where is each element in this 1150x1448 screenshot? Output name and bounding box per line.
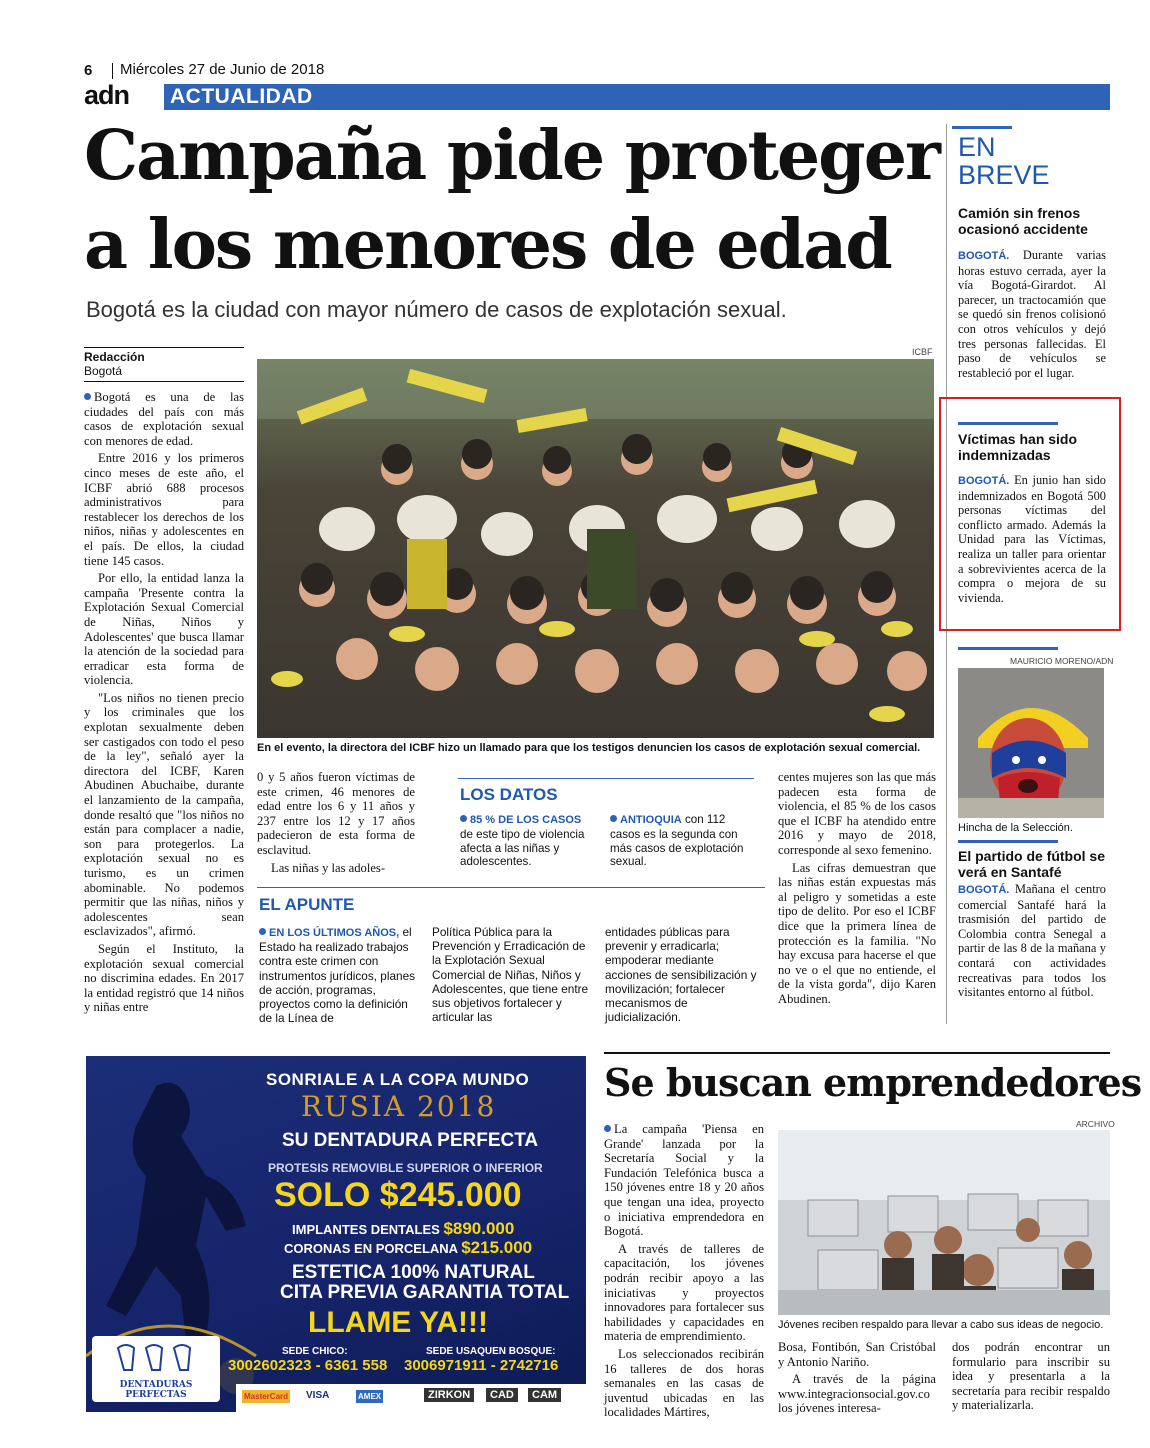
bullet-dot [460,815,467,822]
second-article-col1 [604,1122,764,1423]
en-breve-title-2: BREVE [958,160,1050,190]
los-datos-item2-text: con 112 casos es la segunda con más casos de explotación sexual. [610,813,744,869]
paragraph: Por ello, la entidad lanza la campaña 'Presente contra la Explotación Sexual Comercial de Niñas, Niños y Adolescentes' que busca llamar la atención de la sociedad para erradicar esta forma de violencia. [84,571,244,688]
main-subhead: Bogotá es la ciudad con mayor número de casos de explotación sexual. [86,297,787,322]
bullet-dot [84,393,91,400]
el-apunte-rule [257,887,765,888]
brief-photo-caption: Hincha de la Selección. [958,822,1073,834]
ad-footer-bar [236,1384,586,1412]
fan-photo-illustration [958,668,1104,818]
paragraph: Entre 2016 y los primeros cinco meses de este año, el ICBF abrió 688 procesos administrativos para restablecer los derechos de los niños, niñas y adolescentes en el país. De ellos, la ciudad tiene 145 casos. [84,451,244,568]
paragraph: 0 y 5 años fueron víctimas de este crimen, 46 menores de edad entre los 6 y 11 años y 237 entre los 12 y 17 años padecieron de esta forma de esclavitud. [257,770,415,857]
brief-photo-credit: MAURICIO MORENO/ADN [1010,656,1114,666]
second-article-rule [604,1052,1110,1054]
ad-brand-cam: CAM [528,1388,561,1402]
en-breve-title-1: EN [958,132,996,162]
photo-credit: ICBF [912,347,933,357]
ad-line8: ESTETICA 100% NATURAL [292,1262,535,1283]
brief1-text: Durante varias horas estuvo cerrada, ayer la vía Bogotá-Girardot. Al parecer, un tractocamión que se quedó sin frenos colisionó con otros vehículos y dejó tres personas fallecidas. El paso de vehículos se restableció por el lugar. [958,248,1106,380]
brief-photo [958,668,1104,818]
byline-rule-bottom [84,381,244,382]
brief1-title: Camión sin frenos ocasionó accidente [958,205,1088,237]
byline-rule [84,347,244,348]
ad-line6-price: $890.000 [443,1219,515,1238]
ad-sede2-label: SEDE USAQUEN BOSQUE: [426,1346,556,1357]
page-number: 6 [84,62,93,79]
ad-sede1-label: SEDE CHICO: [282,1346,348,1357]
card-mastercard: MasterCard [244,1392,289,1401]
el-apunte-col2: Política Pública para la Prevención y Erradicación de la Explotación Sexual Comercial de Niñas, Niños y Adolescentes, que tiene entre sus objetivos fortalecer y articular las [432,925,589,1025]
main-photo [257,359,934,738]
card-amex: AMEX [358,1392,382,1401]
brief3-title: El partido de fútbol se verá en Santafé [958,848,1106,880]
ad-line7-price: $215.000 [461,1238,533,1257]
los-datos-item1-kicker: 85 % DE LOS CASOS [470,814,582,826]
paragraph: Según el Instituto, la explotación sexual comercial no discrimina edades. En 2017 la entidad registró que 14 niños y niñas entre [84,941,244,1015]
paragraph: A través de talleres de capacitación, los jóvenes podrán recibir apoyo a las iniciativas y proyectos innovadores para fortalecer sus habilidades y capacidades en materia de emprendimiento. [604,1241,764,1344]
paragraph: Los seleccionados recibirán 16 talleres de dos horas semanales en las casas de juventud ubicadas en las localidades Mártires, [604,1346,764,1420]
bullet-dot [259,928,266,935]
ad-line10: LLAME YA!!! [308,1306,488,1339]
el-apunte-kicker: EN LOS ÚLTIMOS AÑOS, [269,927,400,939]
ad-line6 [292,1219,514,1239]
page-date: Miércoles 27 de Junio de 2018 [120,61,325,78]
crowd-photo-illustration [257,359,934,738]
el-apunte-col3: entidades públicas para prevenir y erradicarla; empoderar mediante acciones de sensibilización y movilización; fortalecer mecanismos de judicialización. [605,925,757,1025]
brief2-title: Víctimas han sido indemnizadas [958,431,1078,463]
main-article-col1 [84,390,244,1018]
main-article-col4 [778,770,936,1010]
paragraph: Bosa, Fontibón, San Cristóbal y Antonio Nariño. [778,1340,936,1369]
paragraph: Las cifras demuestran que las niñas están expuestas más al peligro y sometidas a este tipo de delito. Por eso el ICBF dice que la primera línea de protección es la familia. "No hay excusa para hacerse el que no ve o el que no entiende, el de la vista gorda", dijo Karen Abudinen. [778,860,936,1006]
byline: Redacción [84,350,145,364]
los-datos-rule [458,778,754,779]
bullet-dot [610,815,617,822]
los-datos-item1 [460,813,596,869]
brief3-body [958,882,1106,1000]
el-apunte-title: EL APUNTE [259,895,355,914]
el-apunte-col1 [259,925,417,1025]
los-datos-item2 [610,813,746,869]
paragraph: Bogotá es una de las ciudades del país con más casos de explotación sexual con menores de edad. [84,390,244,448]
tooth-logo-icon [112,1342,200,1376]
main-headline-line1: Campaña pide proteger [84,116,939,196]
ad-sede2-phones: 3006971911 - 2742716 [404,1357,559,1374]
ad-line1: SONRIALE A LA COPA MUNDO [266,1070,530,1089]
paragraph: A través de la página www.integracionsocial.gov.co los jóvenes interesa- [778,1372,936,1416]
paragraph: Las niñas y las adoles- [271,860,386,875]
paragraph: centes mujeres son las que más padecen esta forma de violencia, el 85 % de los casos que el ICBF ha atendido entre 2016 y mayo de 2018, corresponde al sexo femenino. [778,770,936,857]
los-datos-item1-text: de este tipo de violencia afecta a las niñas y adolescentes. [460,827,585,869]
ad-line6-label: IMPLANTES DENTALES [292,1222,444,1237]
section-bar [164,84,1110,110]
ad-line7 [284,1238,532,1258]
bullet-dot [604,1125,611,1132]
classroom-photo-illustration [778,1130,1110,1315]
card-visa: VISA [306,1390,330,1401]
adn-logo: adn [84,80,130,110]
ad-line2: RUSIA 2018 [301,1090,497,1123]
brief1-body [958,248,1106,380]
dental-ad [86,1056,586,1412]
second-article-col2 [778,1340,936,1419]
ad-brand-box [92,1336,220,1402]
ad-sede1-phones: 3002602323 - 6361 558 [228,1357,388,1374]
brief-photo-rule [958,647,1058,650]
los-datos-item2-kicker: ANTIOQUIA [620,814,682,826]
ad-line9: CITA PREVIA GARANTIA TOTAL [280,1282,570,1303]
main-photo-caption: En el evento, la directora del ICBF hizo un llamado para que los testigos denuncien los casos de explotación sexual comercial. [257,742,921,754]
ad-brand-name: DENTADURAS PERFECTAS [119,1380,193,1400]
brief2-kicker: BOGOTÁ. [958,475,1010,487]
en-breve-header [952,126,1050,193]
ad-brand-cad: CAD [486,1388,518,1402]
section-title: ACTUALIDAD [170,85,313,108]
paragraph: dos podrán encontrar un formulario para inscribir su idea y presentarla a la secretaría para recibir respaldo y materializarla. [952,1340,1110,1413]
second-photo [778,1130,1110,1315]
el-apunte-col1-text: el Estado ha realizado trabajos contra este crimen con instrumentos jurídicos, planes de acción, programas, proyectos como la definición de la Línea de [259,925,416,1026]
brief3-kicker: BOGOTÁ. [958,884,1010,896]
main-headline-line2: a los menores de edad [84,205,891,285]
second-photo-credit: ARCHIVO [1076,1119,1115,1129]
ad-line7-label: CORONAS EN PORCELANA [284,1241,462,1256]
paragraph: La campaña 'Piensa en Grande' lanzada por la Secretaría Social y la Fundación Telefónica busca a 150 jóvenes entre 18 y 20 años que tengan una idea, proyecto o iniciativa emprendedora en Bogotá. [604,1122,764,1239]
brief3-rule [958,840,1058,843]
brief1-kicker: BOGOTÁ. [958,250,1010,262]
brief2-body [958,473,1106,605]
brief3-text: Mañana el centro comercial Santafé hará la trasmisión del partido de Colombia contra Senegal a partir de las 8 de la mañana y contará con actividades recreativas para todos los visitantes entorno al fútbol. [958,882,1106,1000]
ad-line3: SU DENTADURA PERFECTA [282,1130,539,1151]
main-article-col2 [257,770,415,878]
ad-brand-zirkon: ZIRKON [424,1388,474,1402]
header-separator [112,63,113,79]
ad-line5: SOLO $245.000 [274,1176,522,1214]
second-photo-caption: Jóvenes reciben respaldo para llevar a cabo sus ideas de negocio. [778,1319,1104,1331]
second-article-col3 [952,1340,1110,1416]
brief2-text: En junio han sido indemnizados en Bogotá 500 personas víctimas del conflicto armado. Además la Unidad para las Víctimas, realiza un taller para orientar a sobrevivientes acerca de la compra o mejora de su vivienda. [958,473,1106,605]
paragraph: "Los niños no tienen precio y los criminales que los explotan sexualmente deben ser castigados con todo el peso de la ley", señaló ayer la directora del ICBF, Karen Abudinen Abuchaibe, durante el lanzamiento de la campaña, donde resaltó que "los niños no están para complacer a nadie, son para protegerlos. La explotación sexual no es turismo, es un crimen abominable. No podemos permitir que las niñas, niños y adolescentes sean esclavizados", afirmó. [84,690,244,939]
second-headline: Se buscan emprendedores [604,1060,1142,1105]
byline-city: Bogotá [84,364,123,378]
ad-line4: PROTESIS REMOVIBLE SUPERIOR O INFERIOR [268,1161,543,1175]
los-datos-title: LOS DATOS [460,785,558,804]
